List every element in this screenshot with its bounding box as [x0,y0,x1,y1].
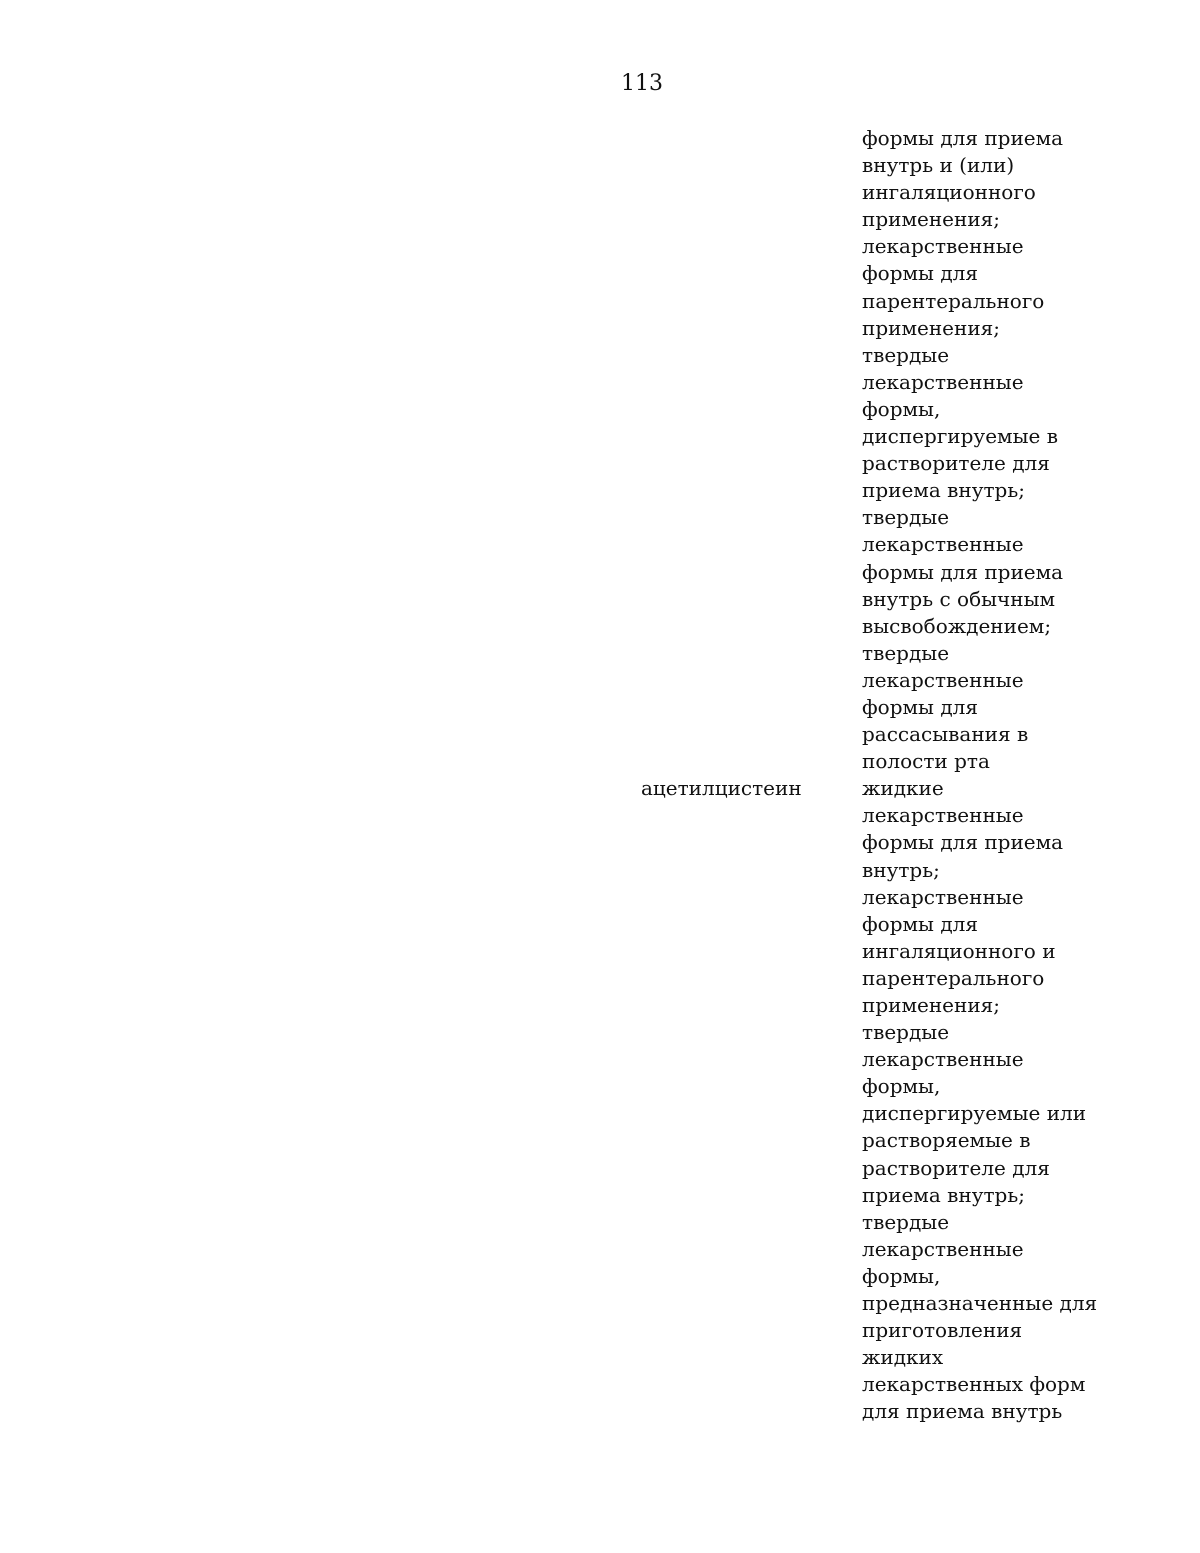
dosage-form-line: лекарственные [862,532,1024,557]
dosage-form-line: приема внутрь; [862,1182,1025,1207]
dosage-form-line: твердые [862,505,950,530]
dosage-form-line: лекарственных форм [862,1372,1086,1397]
dosage-form-line: применения; [862,315,1001,340]
dosage-form-line: формы для [862,911,978,936]
drug-table [0,125,1200,1426]
dosage-form-line: лекарственные [862,667,1024,692]
dosage-form-line: применения; [862,993,1001,1017]
table-row [0,775,1200,1425]
dosage-form-line: твердые [862,640,950,665]
dosage-form-line: парентерального [862,288,1045,313]
dosage-form-line: приема внутрь; [862,478,1025,503]
dosage-form-line: твердые [862,1209,950,1234]
page-number: 113 [621,71,663,96]
table-row [0,125,1200,775]
dosage-form-line: жидкие [862,776,944,801]
dosage-form-line: лекарственные [862,1236,1024,1261]
dosage-form-line: жидких [862,1345,944,1370]
dosage-form-line: формы для приема [862,830,1064,855]
dosage-form-line: формы, [862,1263,941,1288]
dosage-form-line: парентерального [862,965,1045,990]
dosage-forms [862,125,1182,775]
dosage-form-line: полости рта [862,749,990,774]
dosage-form-line: диспергируемые в [862,424,1058,449]
dosage-form-line: приготовления [862,1318,1023,1343]
dosage-form-line: формы, [862,396,941,421]
dosage-form-line: лекарственные [862,884,1024,909]
dosage-form-line: внутрь; [862,857,940,882]
dosage-form-line: растворяемые в [862,1128,1031,1153]
dosage-form-line: для приема внутрь [862,1399,1063,1424]
dosage-form-line: твердые [862,342,950,367]
dosage-form-line: лекарственные [862,803,1024,828]
dosage-form-line: формы для приема [862,126,1064,150]
dosage-form-line: предназначенные для [862,1291,1098,1316]
drug-name: ацетилцистеин [641,776,802,801]
dosage-form-line: формы для [862,261,978,286]
dosage-form-line: лекарственные [862,369,1024,394]
dosage-form-line: твердые [862,1020,950,1045]
dosage-form-line: рассасывания в [862,722,1029,747]
dosage-form-line: формы для приема [862,559,1064,584]
dosage-form-line: лекарственные [862,234,1024,259]
dosage-form-line: диспергируемые или [862,1101,1087,1126]
dosage-form-line: ингаляционного и [862,938,1056,963]
dosage-forms [862,775,1182,1425]
dosage-form-line: ингаляционного [862,180,1036,205]
dosage-form-line: применения; [862,207,1001,232]
dosage-form-line: внутрь и (или) [862,153,1015,178]
dosage-form-line: формы, [862,1074,941,1099]
dosage-form-line: внутрь с обычным [862,586,1056,611]
dosage-form-line: высвобождением; [862,613,1052,638]
dosage-form-line: формы для [862,694,978,719]
dosage-form-line: лекарственные [862,1047,1024,1072]
dosage-form-line: растворителе для [862,1155,1050,1180]
dosage-form-line: растворителе для [862,451,1050,476]
